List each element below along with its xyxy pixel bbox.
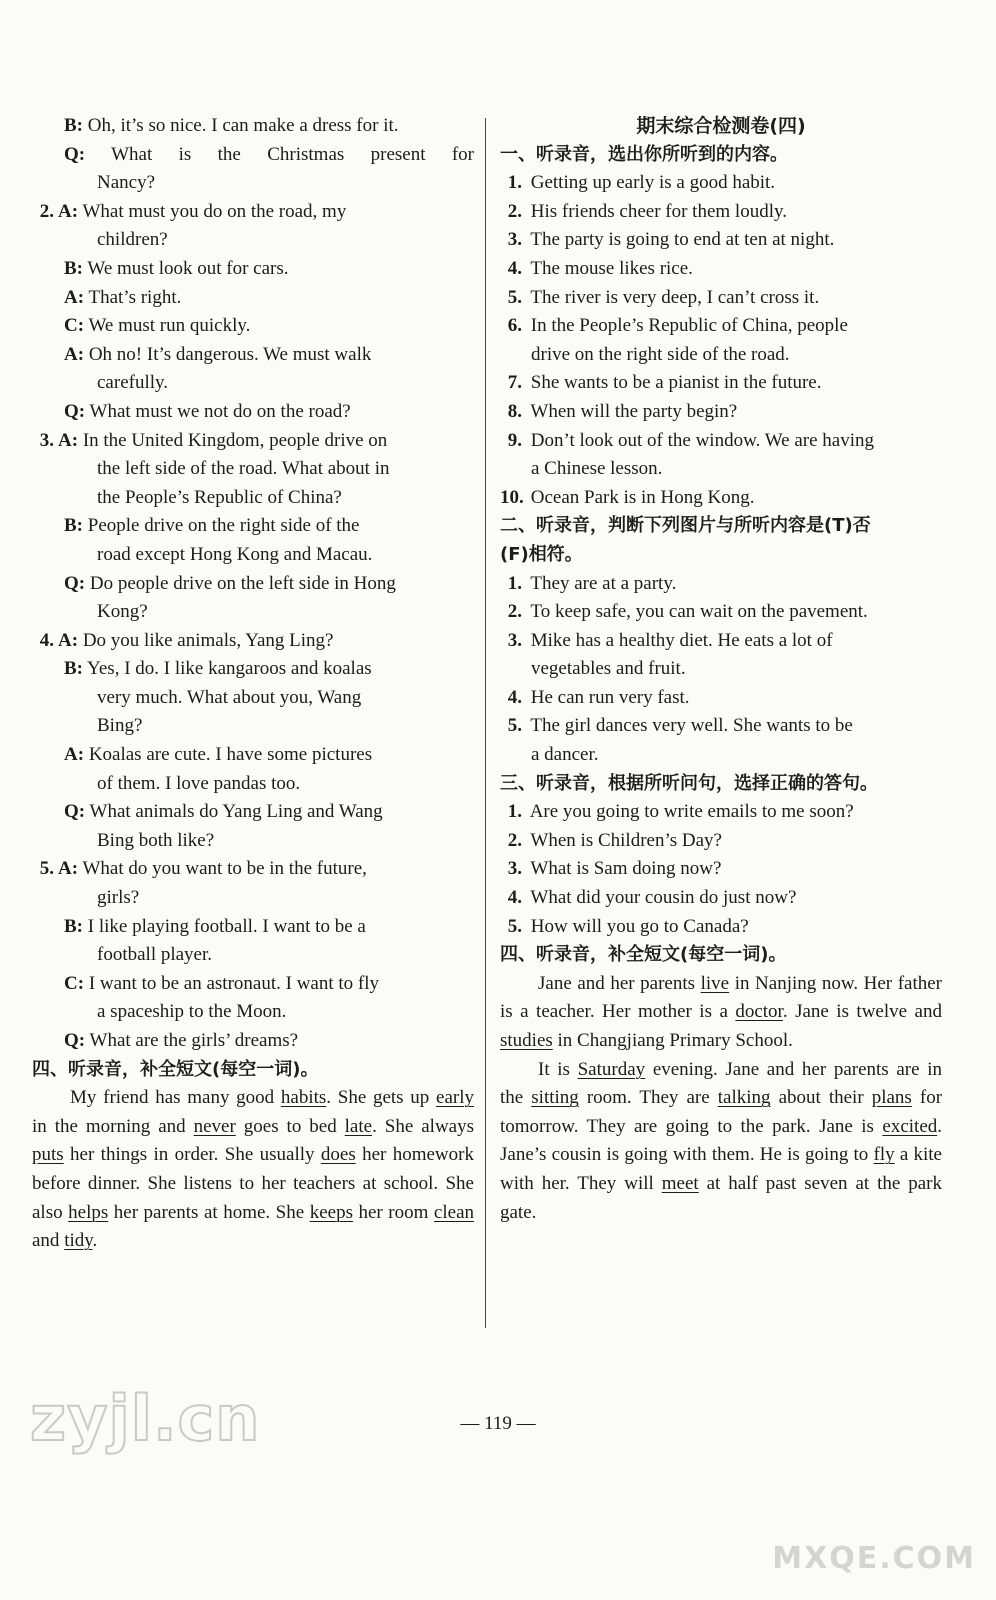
q5-a-line: 5. A: What do you want to be in the future, <box>32 855 474 884</box>
q2-a2-line: A: That’s right. <box>64 286 182 308</box>
list-item: 4. He can run very fast. <box>507 686 690 708</box>
dialogue-text: What animals do Yang Ling and Wang <box>89 801 383 823</box>
list-item: 3. The party is going to end at ten at night. <box>507 229 835 251</box>
list-item: 10. Ocean Park is in Hong Kong. <box>500 486 755 508</box>
list-item-cont: a dancer. <box>531 744 599 766</box>
section-heading: 三、听录音，根据所听问句，选择正确的答句。 <box>500 772 878 794</box>
dialogue-text: What must we not do on the road? <box>89 400 351 422</box>
cloze-paragraph: My friend has many good habits. She gets up early in the morning and never goes to bed late. She always puts her things in order. She usually does her homework before dinner. She listens to her teachers at school. She also helps her parents at home. She keeps her room clean and tidy. <box>32 1087 475 1252</box>
q4-b-line: B: Yes, I do. I like kangaroos and koalas <box>64 658 372 680</box>
section-heading: 一、听录音，选出你所听到的内容。 <box>500 143 788 165</box>
list-item: 3. What is Sam doing now? <box>507 858 722 880</box>
list-item: 1. Getting up early is a good habit. <box>507 172 776 194</box>
q3-a-cont: the People’s Republic of China? <box>97 486 342 508</box>
list-item-cont: vegetables and fruit. <box>531 658 686 680</box>
dialogue-text: What do you want to be in the future, <box>82 858 367 880</box>
q3-q-cont: Kong? <box>97 601 148 623</box>
list-item: 9. Don’t look out of the window. We are having <box>507 429 874 451</box>
list-item: 5. The river is very deep, I can’t cross it. <box>507 286 820 308</box>
q5-q-line: Q: What are the girls’ dreams? <box>64 1030 299 1051</box>
q4-q-cont: Bing both like? <box>97 829 215 851</box>
q2-a-cont: children? <box>97 229 168 251</box>
list-item: 4. The mouse likes rice. <box>507 257 693 279</box>
watermark-logo: MXQE.COM <box>772 1541 976 1576</box>
answer-blank: clean <box>433 1201 474 1223</box>
answer-blank: live <box>700 972 730 994</box>
list-item-cont: drive on the right side of the road. <box>531 343 790 365</box>
q1-q-line: Q: What is the Christmas present for <box>64 143 474 165</box>
dialogue-text: In the United Kingdom, people drive on <box>82 429 388 451</box>
dialogue-text: Do you like animals, Yang Ling? <box>82 629 334 651</box>
list-item: 3. Mike has a healthy diet. He eats a lot of <box>507 629 833 651</box>
q2-a3-cont: carefully. <box>97 372 169 394</box>
answer-blank: sitting <box>531 1087 579 1109</box>
list-item: 1. They are at a party. <box>507 572 677 594</box>
answer-blank: late <box>344 1115 373 1137</box>
watermark-logo: zyjl.cn <box>30 1382 261 1455</box>
dialogue-text: Yes, I do. I like kangaroos and koalas <box>87 658 372 680</box>
q3-a-cont: the left side of the road. What about in <box>97 458 390 480</box>
q2-q-line: Q: What must we not do on the road? <box>64 400 351 422</box>
q3-b-cont: road except Hong Kong and Macau. <box>97 543 373 565</box>
answer-blank: tidy <box>64 1230 93 1252</box>
dialogue-text: Oh no! It’s dangerous. We must walk <box>88 343 372 365</box>
answer-blank: habits <box>280 1087 327 1109</box>
q3-q-line: Q: Do people drive on the left side in Hong <box>64 572 396 594</box>
answer-blank: talking <box>717 1087 771 1109</box>
dialogue-text: I want to be an astronaut. I want to fly <box>88 972 380 994</box>
page-title: 期末综合检测卷(四) <box>636 115 806 137</box>
item-number: 5. <box>39 858 54 880</box>
item-number: 4. <box>39 629 54 651</box>
cloze-paragraph: Jane and her parents live in Nanjing now. Her father is a teacher. Her mother is a doctor. Jane is twelve and studies in Changjiang Primary School. <box>500 972 942 1051</box>
list-item: 2. To keep safe, you can wait on the pavement. <box>507 601 868 623</box>
q4-a2-cont: of them. I love pandas too. <box>97 772 301 794</box>
list-item: 6. In the People’s Republic of China, people <box>507 315 848 337</box>
q4-b-cont: Bing? <box>97 715 143 737</box>
list-item: 5. How will you go to Canada? <box>507 915 749 937</box>
answer-blank: keeps <box>309 1201 353 1223</box>
q5-b-line: B: I like playing football. I want to be a <box>64 915 366 937</box>
q3-b-line: B: People drive on the right side of the <box>64 515 360 537</box>
q4-a2-line: A: Koalas are cute. I have some pictures <box>64 744 373 766</box>
answer-blank: fly <box>873 1144 895 1166</box>
list-item: 5. The girl dances very well. She wants to be <box>507 715 853 737</box>
list-item: 8. When will the party begin? <box>507 400 738 422</box>
cloze-paragraph: It is Saturday evening. Jane and her parents are in the sitting room. They are talking about their plans for tomorrow. They are going to the park. Jane is excited. Jane’s cousin is going with them. He is going to fly a kite with her. They will meet at half past seven at the park gate. <box>500 1058 943 1223</box>
section-heading-cont: (F)相符。 <box>500 543 583 565</box>
dialogue-text: I like playing football. I want to be a <box>87 915 366 937</box>
section-heading: 四、听录音，补全短文(每空一词)。 <box>32 1058 319 1080</box>
dialogue-text: That’s right. <box>88 286 182 308</box>
item-number: 2. <box>39 200 54 222</box>
dialogue-text: We must look out for cars. <box>87 257 289 279</box>
dialogue-text: Oh, it’s so nice. I can make a dress for it. <box>87 115 399 136</box>
answer-blank: plans <box>871 1087 912 1109</box>
list-item: 4. What did your cousin do just now? <box>507 887 797 909</box>
q1-q-cont: Nancy? <box>97 172 156 194</box>
dialogue-text: What is the Christmas present for <box>111 143 474 165</box>
q4-b-cont: very much. What about you, Wang <box>97 686 362 708</box>
dialogue-text: People drive on the right side of the <box>87 515 360 537</box>
answer-blank: helps <box>68 1201 109 1223</box>
list-item: 1. Are you going to write emails to me soon? <box>507 801 854 823</box>
list-item: 7. She wants to be a pianist in the future. <box>507 372 822 394</box>
right-column <box>500 112 942 1227</box>
section-heading: 二、听录音，判断下列图片与所听内容是(T)否 <box>500 515 871 537</box>
q2-a3-line: A: Oh no! It’s dangerous. We must walk <box>64 343 372 365</box>
q2-a-line: 2. A: What must you do on the road, my <box>32 198 474 227</box>
left-column <box>32 112 474 1256</box>
answer-blank: Saturday <box>577 1058 646 1080</box>
q2-b-line: B: We must look out for cars. <box>64 257 289 279</box>
page-number: — 119 — <box>460 1413 536 1434</box>
q5-c-line: C: I want to be an astronaut. I want to fly <box>64 972 380 994</box>
q5-a-cont: girls? <box>97 887 140 909</box>
answer-blank: doctor <box>735 1001 783 1023</box>
section-heading: 四、听录音，补全短文(每空一词)。 <box>500 944 787 966</box>
q5-b-cont: football player. <box>97 944 213 966</box>
dialogue-text: What are the girls’ dreams? <box>89 1030 299 1051</box>
item-number: 3. <box>39 429 54 451</box>
q1-b-line: B: Oh, it’s so nice. I can make a dress for it. <box>64 115 399 136</box>
answer-blank: studies <box>500 1030 553 1051</box>
answer-blank: early <box>436 1087 474 1109</box>
dialogue-text: What must you do on the road, my <box>82 200 347 222</box>
dialogue-text: We must run quickly. <box>88 315 251 337</box>
answer-blank: puts <box>32 1144 64 1166</box>
q5-c-cont: a spaceship to the Moon. <box>97 1001 287 1023</box>
answer-blank: excited <box>882 1115 938 1137</box>
q4-a-line: 4. A: Do you like animals, Yang Ling? <box>32 627 474 656</box>
dialogue-text: Do people drive on the left side in Hong <box>89 572 396 594</box>
q3-a-line: 3. A: In the United Kingdom, people drive on <box>32 427 474 456</box>
answer-blank: meet <box>661 1172 699 1194</box>
answer-blank: does <box>320 1144 356 1166</box>
answer-blank: never <box>193 1115 236 1137</box>
list-item-cont: a Chinese lesson. <box>531 458 663 480</box>
dialogue-text: Koalas are cute. I have some pictures <box>88 744 373 766</box>
list-item: 2. When is Children’s Day? <box>507 829 722 851</box>
q4-q-line: Q: What animals do Yang Ling and Wang <box>64 801 383 823</box>
column-divider <box>485 118 486 1328</box>
list-item: 2. His friends cheer for them loudly. <box>507 200 787 222</box>
q2-c-line: C: We must run quickly. <box>64 315 251 337</box>
